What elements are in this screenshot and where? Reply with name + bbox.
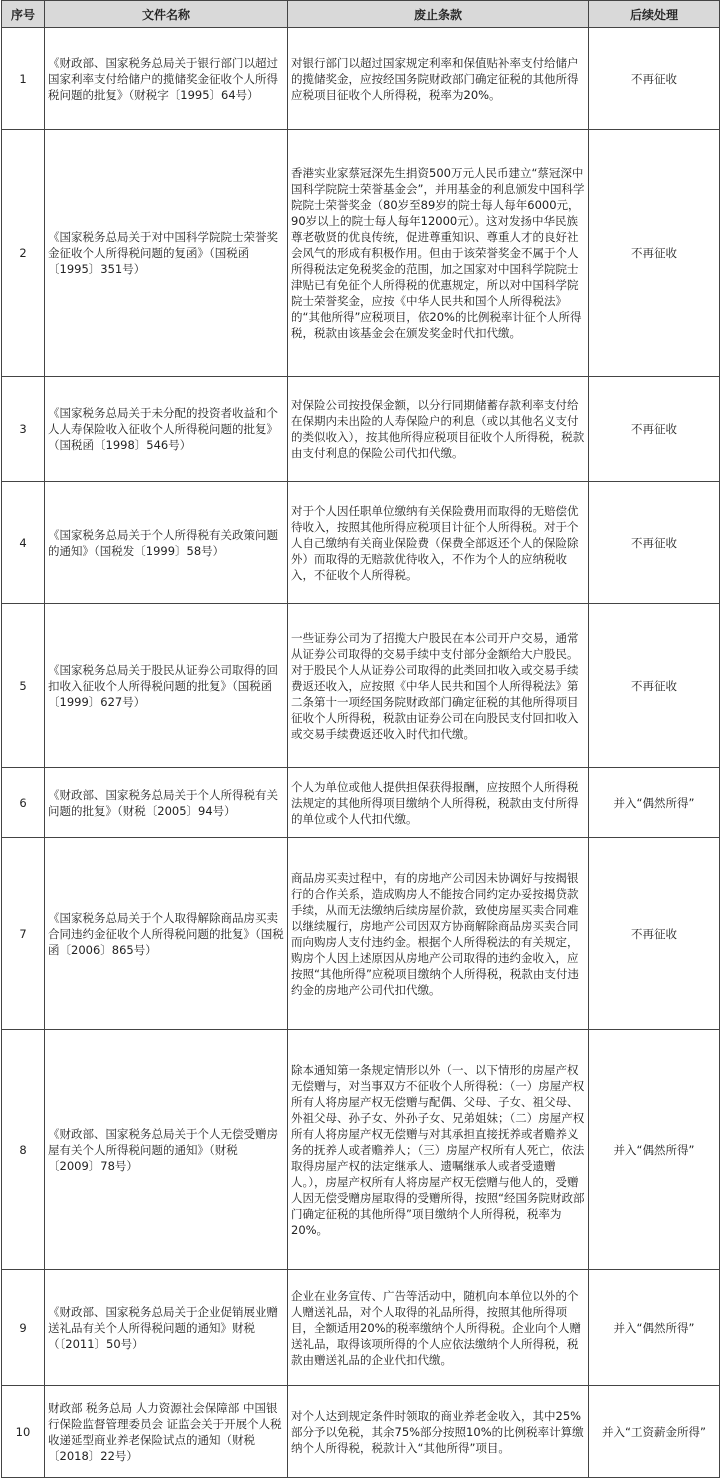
follow-up-cell: 并入“工资薪金所得” bbox=[589, 1386, 720, 1478]
header-follow-up: 后续处理 bbox=[589, 1, 720, 28]
clause-cell: 除本通知第一条规定情形以外（一、以下情形的房屋产权无偿赠与，对当事双方不征收个人所得税：（一）房屋产权所有人将房屋产权无偿赠与配偶、父母、子女、祖父母、外祖父母、孙子女、外孙子女、兄弟姐妹；（二）房屋产权所有人将房屋产权无偿赠与对其承担直接抚养或者赡养义务的抚养人或者赡养人；（三）房屋产权所有人死亡，依法取得房屋产权的法定继承人、遗嘱继承人或者受遗赠人。），房屋产权所有人将房屋产权无偿赠与他人的，受赠人因无偿受赠房屋取得的受赠所得，按照“经国务院财政部门确定征税的其他所得”项目缴纳个人所得税，税率为20%。 bbox=[288, 1030, 589, 1270]
row-number: 10 bbox=[2, 1386, 45, 1478]
file-name-cell: 《国家税务总局关于个人所得税有关政策问题的通知》（国税发〔1999〕58号） bbox=[45, 482, 288, 604]
follow-up-cell: 并入“偶然所得” bbox=[589, 1030, 720, 1270]
abolished-clauses-table bbox=[1, 0, 720, 1478]
table-row bbox=[2, 838, 720, 1030]
row-number: 1 bbox=[2, 28, 45, 130]
clause-cell: 对银行部门以超过国家规定利率和保值贴补率支付给储户的揽储奖金，应按经国务院财政部门确定征税的其他所得应税项目征收个人所得税，税率为20%。 bbox=[288, 28, 589, 130]
file-name-cell: 《财政部、国家税务总局关于个人所得税有关问题的批复》（财税〔2005〕94号） bbox=[45, 768, 288, 838]
table-row bbox=[2, 377, 720, 482]
row-number: 5 bbox=[2, 604, 45, 768]
table-row bbox=[2, 1386, 720, 1478]
file-name-cell: 《国家税务总局关于未分配的投资者收益和个人人寿保险收入征收个人所得税问题的批复》（国税函〔1998〕546号） bbox=[45, 377, 288, 482]
follow-up-cell: 并入“偶然所得” bbox=[589, 768, 720, 838]
clause-cell: 个人为单位或他人提供担保获得报酬，应按照个人所得税法规定的其他所得项目缴纳个人所得税，税款由支付所得的单位或个人代扣代缴。 bbox=[288, 768, 589, 838]
clause-cell: 对个人达到规定条件时领取的商业养老金收入，其中25%部分予以免税，其余75%部分按照10%的比例税率计算缴纳个人所得税，税款计入“其他所得”项目。 bbox=[288, 1386, 589, 1478]
clause-cell: 一些证券公司为了招揽大户股民在本公司开户交易，通常从证券公司取得的交易手续中支付部分金额给大户股民。对于股民个人从证券公司取得的此类回扣收入或交易手续费返还收入，应按照《中华人民共和国个人所得税法》第二条第十一项经国务院财政部门确定征税的其他所得项目征收个人所得税，税款由证券公司在向股民支付回扣收入或交易手续费返还收入时代扣代缴。 bbox=[288, 604, 589, 768]
row-number: 2 bbox=[2, 130, 45, 377]
header-abolished-clause: 废止条款 bbox=[288, 1, 589, 28]
file-name-cell: 《国家税务总局关于股民从证券公司取得的回扣收入征收个人所得税问题的批复》（国税函〔1999〕627号） bbox=[45, 604, 288, 768]
file-name-cell: 《财政部、国家税务总局关于企业促销展业赠送礼品有关个人所得税问题的通知》财税（〔2011〕50号） bbox=[45, 1270, 288, 1386]
table-row bbox=[2, 130, 720, 377]
table-row bbox=[2, 604, 720, 768]
row-number: 3 bbox=[2, 377, 45, 482]
file-name-cell: 财政部 税务总局 人力资源社会保障部 中国银行保险监督管理委员会 证监会关于开展个人税收递延型商业养老保险试点的通知（财税〔2018〕22号） bbox=[45, 1386, 288, 1478]
file-name-cell: 《国家税务总局关于对中国科学院院士荣誉奖金征收个人所得税问题的复函》（国税函〔1995〕351号） bbox=[45, 130, 288, 377]
follow-up-cell: 并入“偶然所得” bbox=[589, 1270, 720, 1386]
table-row bbox=[2, 482, 720, 604]
header-row bbox=[2, 1, 720, 28]
row-number: 7 bbox=[2, 838, 45, 1030]
row-number: 6 bbox=[2, 768, 45, 838]
clause-cell: 对于个人因任职单位缴纳有关保险费用而取得的无赔偿优待收入，按照其他所得应税项目计征个人所得税。对于个人自己缴纳有关商业保险费（保费全部返还个人的保险除外）而取得的无赔款优待收入，不作为个人的应纳税收入，不征收个人所得税。 bbox=[288, 482, 589, 604]
clause-cell: 商品房买卖过程中，有的房地产公司因未协调好与按揭银行的合作关系，造成购房人不能按合同约定办妥按揭贷款手续，从而无法缴纳后续房屋价款，致使房屋买卖合同难以继续履行，房地产公司因双方协商解除商品房买卖合同而向购房人支付违约金。根据个人所得税法的有关规定，购房个人因上述原因从房地产公司取得的违约金收入，应按照“其他所得”应税项目缴纳个人所得税，税款由支付违约金的房地产公司代扣代缴。 bbox=[288, 838, 589, 1030]
clause-cell: 企业在业务宣传、广告等活动中，随机向本单位以外的个人赠送礼品，对个人取得的礼品所得，按照其他所得项目，全额适用20%的税率缴纳个人所得税。企业向个人赠送礼品，取得该项所得的个人应依法缴纳个人所得税，税款由赠送礼品的企业代扣代缴。 bbox=[288, 1270, 589, 1386]
follow-up-cell: 不再征收 bbox=[589, 377, 720, 482]
file-name-cell: 《财政部、国家税务总局关于个人无偿受赠房屋有关个人所得税问题的通知》（财税〔2009〕78号） bbox=[45, 1030, 288, 1270]
table-row bbox=[2, 1030, 720, 1270]
follow-up-cell: 不再征收 bbox=[589, 838, 720, 1030]
follow-up-cell: 不再征收 bbox=[589, 28, 720, 130]
clause-cell: 香港实业家蔡冠深先生捐资500万元人民币建立“蔡冠深中国科学院院士荣誉基金会”，并用基金的利息颁发中国科学院院士荣誉奖金（80岁至89岁的院士每人每年6000元，90岁以上的院士每人每年12000元）。这对发扬中华民族尊老敬贤的优良传统，促进尊重知识、尊重人才的良好社会风气的形成有积极作用。但由于该荣誉奖金不属于个人所得税法定免税奖金的范围，加之国家对中国科学院院士津贴已有免征个人所得税的优惠规定，所以对中国科学院院士荣誉奖金，应按《中华人民共和国个人所得税法》的“其他所得”应税项目，依20%的比例税率计征个人所得税，税款由该基金会在颁发奖金时代扣代缴。 bbox=[288, 130, 589, 377]
row-number: 8 bbox=[2, 1030, 45, 1270]
header-file-name: 文件名称 bbox=[45, 1, 288, 28]
row-number: 9 bbox=[2, 1270, 45, 1386]
table-row bbox=[2, 768, 720, 838]
header-seq: 序号 bbox=[2, 1, 45, 28]
file-name-cell: 《财政部、国家税务总局关于银行部门以超过国家利率支付给储户的揽储奖金征收个人所得税问题的批复》（财税字〔1995〕64号） bbox=[45, 28, 288, 130]
file-name-cell: 《国家税务总局关于个人取得解除商品房买卖合同违约金征收个人所得税问题的批复》（国税函〔2006〕865号） bbox=[45, 838, 288, 1030]
clause-cell: 对保险公司按投保金额，以分行同期储蓄存款利率支付给在保期内未出险的人寿保险户的利息（或以其他名义支付的类似收入），按其他所得应税项目征收个人所得税，税款由支付利息的保险公司代扣代缴。 bbox=[288, 377, 589, 482]
follow-up-cell: 不再征收 bbox=[589, 482, 720, 604]
table-row bbox=[2, 1270, 720, 1386]
row-number: 4 bbox=[2, 482, 45, 604]
table-row bbox=[2, 28, 720, 130]
follow-up-cell: 不再征收 bbox=[589, 604, 720, 768]
follow-up-cell: 不再征收 bbox=[589, 130, 720, 377]
